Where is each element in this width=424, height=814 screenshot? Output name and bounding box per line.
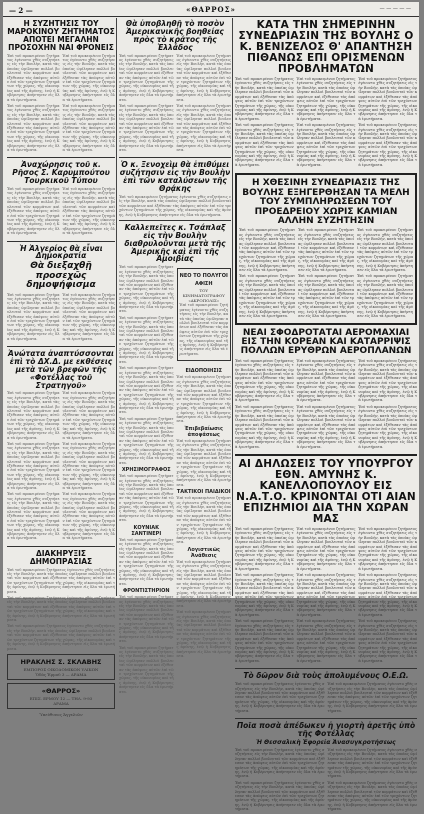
article-text: Ἐπὶ τοῦ προκειμένου ζητήματος ἐγένοντο χθὲς συζητήσεις εἰς τὴν Βουλὴν, κατὰ τὰς ὁποίας ὡμίλησαν πολλοὶ βουλευταὶ τῶν κομμάτων καὶ ἐξέθεσαν τὰς ἀπόψεις αὐτῶν ἐπὶ τῶν τρεχόντων ζητημάτων τῆς χώρας, τῆς οἰκονομίας καὶ τῆς ἀμύνης, ἐνῷ ἡ Κυβέρνησις ἀπήντησεν εἰς ὅλα τὰ ἐρωτήματα. xyxy=(296,404,356,449)
headline: Θὰ διεξαχθῇ προσεχῶς δημοψήφισμα xyxy=(26,261,96,291)
headline: Ποῖα ποσὰ ἀπέδωκεν ἡ γιορτὴ ἀρετῆς ὑπὸ τῆς Φοτέλλας xyxy=(236,720,416,738)
article-text: Ἐπὶ τοῦ προκειμένου ζητήματος ἐγένοντο χθὲς συζητήσεις εἰς τὴν Βουλὴν, κατὰ τὰς ὁποίας ὡμίλησαν πολλοὶ βουλευταὶ τῶν κομμάτων καὶ ἐξέθεσαν τὰς ἀπόψεις αὐτῶν ἐπὶ τῶν τρεχόντων ζητημάτων τῆς χώρας, τῆς οἰκονομίας καὶ τῆς ἀμύνης, ἐνῷ ἡ Κυβέρνησις ἀπήντησεν εἰς ὅλα τὰ ἐρωτήματα. xyxy=(119,194,231,217)
article-text: Ἐπὶ τοῦ προκειμένου ζητήματος ἐγένοντο χθὲς συζητήσεις εἰς τὴν Βουλὴν, κατὰ τὰς ὁποίας ὡμίλησαν πολλοὶ βουλευταὶ τῶν κομμάτων καὶ ἐξέθεσαν τὰς ἀπόψεις αὐτῶν ἐπὶ τῶν τρεχόντων ζητημάτων τῆς χώρας, τῆς οἰκονομίας καὶ τῆς ἀμύνης, ἐνῷ ἡ Κυβέρνησις ἀπήντησεν εἰς ὅλα τὰ ἐρωτήματα. xyxy=(327,748,417,779)
column-right xyxy=(235,18,418,812)
advertisement xyxy=(7,654,115,680)
article-text: Ἐπὶ τοῦ προκειμένου ζητήματος ἐγένοντο χθὲς συζητήσεις εἰς τὴν Βουλὴν, κατὰ τὰς ὁποίας ὡμίλησαν πολλοὶ βουλευταὶ τῶν κομμάτων καὶ ἐξέθεσαν τὰς ἀπόψεις αὐτῶν ἐπὶ τῶν τρεχόντων ζητημάτων τῆς χώρας, τῆς οἰκονομίας καὶ τῆς ἀμύνης, ἐνῷ ἡ Κυβέρνησις ἀπήντησεν εἰς ὅλα τὰ ἐρωτήματα. xyxy=(235,404,294,449)
article-text: Ἐπὶ τοῦ προκειμένου ζητήματος ἐγένοντο χθὲς συζητήσεις εἰς τὴν Βουλὴν, κατὰ τὰς ὁποίας ὡμίλησαν πολλοὶ βουλευταὶ τῶν κομμάτων καὶ ἐξέθεσαν τὰς ἀπόψεις αὐτῶν ἐπὶ τῶν τρεχόντων ζητημάτων τῆς χώρας, τῆς οἰκονομίας καὶ τῆς ἀμύνης, ἐνῷ ἡ Κυβέρνησις ἀπήντησεν εἰς ὅλα τὰ ἐρωτήματα. xyxy=(358,77,418,121)
article-text: Ἐπὶ τοῦ προκειμένου ζητήματος ἐγένοντο χθὲς συζητήσεις εἰς τὴν Βουλὴν, κατὰ τὰς ὁποίας ὡμίλησαν πολλοὶ βουλευταὶ τῶν κομμάτων καὶ ἐξέθεσαν τὰς ἀπόψεις αὐτῶν ἐπὶ τῶν τρεχόντων ζητημάτων τῆς χώρας, τῆς οἰκονομίας καὶ τῆς ἀμύνης, ἐνῷ ἡ Κυβέρνησις ἀπήντησεν εἰς ὅλα τὰ ἐρωτήματα. xyxy=(327,682,417,713)
article-text: Ἐπὶ τοῦ προκειμένου ζητήματος ἐγένοντο χθὲς συζητήσεις εἰς τὴν Βουλὴν, κατὰ τὰς ὁποίας ὡμίλησαν πολλοὶ βουλευταὶ τῶν κομμάτων καὶ ἐξέθεσαν τὰς ἀπόψεις αὐτῶν ἐπὶ τῶν τρεχόντων ζητημάτων τῆς χώρας, τῆς οἰκονομίας καὶ τῆς ἀμύνης, ἐνῷ ἡ Κυβέρνησις ἀπήντησεν εἰς ὅλα τὰ ἐρωτήματα. xyxy=(62,103,115,153)
article-text: Ἐπὶ τοῦ προκειμένου ζητήματος ἐγένοντο χθὲς συζητήσεις εἰς τὴν Βουλὴν, κατὰ τὰς ὁποίας ὡμίλησαν πολλοὶ βουλευταὶ τῶν κομμάτων καὶ ἐξέθεσαν τὰς ἀπόψεις αὐτῶν ἐπὶ τῶν τρεχόντων ζητημάτων τῆς χώρας, τῆς οἰκονομίας καὶ τῆς ἀμύνης, ἐνῷ ἡ Κυβέρνησις ἀπήντησεν εἰς ὅλα τὰ ἐρωτήματα. xyxy=(119,595,174,644)
headline: Ἡ Θεσσαλικὴ Ἐφορεία Ἀνασυγκροτήσεως xyxy=(256,738,396,746)
article-text: Ἐπὶ τοῦ προκειμένου ζητήματος ἐγένοντο χθὲς συζητήσεις εἰς τὴν Βουλὴν, κατὰ τὰς ὁποίας ὡμίλησαν πολλοὶ βουλευταὶ τῶν κομμάτων καὶ ἐξέθεσαν τὰς ἀπόψεις αὐτῶν ἐπὶ τῶν τρεχόντων ζητημάτων τῆς χώρας, τῆς οἰκονομίας καὶ τῆς ἀμύνης, ἐνῷ ἡ Κυβέρνησις ἀπήντησεν εἰς ὅλα τὰ ἐρωτήματα. xyxy=(62,187,115,236)
ad-heading: ΧΡΗΣΙΜΟΓΡΑΦΟΣ xyxy=(121,467,171,474)
article-text: Ἐπὶ τοῦ προκειμένου ζητήματος ἐγένοντο χθὲς συζητήσεις εἰς τὴν Βουλὴν, κατὰ τὰς ὁποίας ὡμίλησαν πολλοὶ βουλευταὶ τῶν κομμάτων καὶ ἐξέθεσαν τὰς ἀπόψεις αὐτῶν ἐπὶ τῶν τρεχόντων ζητημάτων τῆς χώρας, τῆς οἰκονομίας καὶ τῆς ἀμύνης, ἐνῷ ἡ Κυβέρνησις ἀπήντησεν εἰς ὅλα τὰ ἐρωτήματα. xyxy=(119,416,174,465)
article-text: Ἐπὶ τοῦ προκειμένου ζητήματος ἐγένοντο χθὲς συζητήσεις εἰς τὴν Βουλὴν, κατὰ τὰς ὁποίας ὡμίλησαν πολλοὶ βουλευταὶ τῶν κομμάτων καὶ ἐξέθεσαν τὰς ἀπόψεις αὐτῶν ἐπὶ τῶν τρεχόντων ζητημάτων τῆς χώρας, τῆς οἰκονομίας καὶ τῆς ἀμύνης, ἐνῷ ἡ Κυβέρνησις ἀπήντησεν εἰς ὅλα τὰ ἐρωτήματα. xyxy=(7,596,115,623)
headline: Ἀναχώρησις τοῦ κ. Ρῆσος Σ. Καρυμπούτου Τουρκικοῦ Τύπου xyxy=(12,160,110,186)
article-text: Ἐπὶ τοῦ προκειμένου ζητήματος ἐγένοντο χθὲς συζητήσεις εἰς τὴν Βουλὴν, κατὰ τὰς ὁποίας ὡμίλησαν πολλοὶ βουλευταὶ τῶν κομμάτων καὶ ἐξέθεσαν τὰς ἀπόψεις αὐτῶν ἐπὶ τῶν τρεχόντων ζητημάτων τῆς χώρας, τῆς οἰκονομίας καὶ τῆς ἀμύνης, ἐνῷ ἡ Κυβέρνησις ἀπήντησεν εἰς ὅλα τὰ ἐρωτήματα. xyxy=(358,527,418,571)
ad-title: ΗΡΑΚΛΗΣ Σ. ΣΚΛΑΒΗΣ xyxy=(20,657,102,666)
article-text: Ἐπὶ τοῦ προκειμένου ζητήματος ἐγένοντο χθὲς συζητήσεις εἰς τὴν Βουλὴν, κατὰ τὰς ὁποίας ὡμίλησαν πολλοὶ βουλευταὶ τῶν κομμάτων καὶ ἐξέθεσαν τὰς ἀπόψεις αὐτῶν ἐπὶ τῶν τρεχόντων ζητημάτων τῆς χώρας, τῆς οἰκονομίας καὶ τῆς ἀμύνης, ἐνῷ ἡ Κυβέρνησις ἀπήντησεν εἰς ὅλα τὰ ἐρωτήματα. xyxy=(7,441,60,490)
article-text: Ἐπὶ τοῦ προκειμένου ζητήματος ἐγένοντο χθὲς συζητήσεις εἰς τὴν Βουλὴν, κατὰ τὰς ὁποίας ὡμίλησαν πολλοὶ βουλευταὶ τῶν κομμάτων καὶ ἐξέθεσαν τὰς ἀπόψεις αὐτῶν ἐπὶ τῶν τρεχόντων ζητημάτων τῆς χώρας, τῆς οἰκονομίας καὶ τῆς ἀμύνης, ἐνῷ ἡ Κυβέρνησις ἀπήντησεν εἰς ὅλα τὰ ἐρωτήματα. xyxy=(119,53,174,102)
page-number: — 2 — xyxy=(9,6,33,15)
article-text: Ἐπὶ τοῦ προκειμένου ζητήματος ἐγένοντο χθὲς συζητήσεις εἰς τὴν Βουλὴν, κατὰ τὰς ὁποίας ὡμίλησαν πολλοὶ βουλευταὶ τῶν κομμάτων καὶ ἐξέθεσαν τὰς ἀπόψεις αὐτῶν ἐπὶ τῶν τρεχόντων ζητημάτων τῆς χώρας, τῆς οἰκονομίας καὶ τῆς ἀμύνης, ἐνῷ ἡ Κυβέρνησις ἀπήντησεν εἰς ὅλα τὰ ἐρωτήματα. xyxy=(62,53,115,102)
article-text: Ἐπὶ τοῦ προκειμένου ζητήματος ἐγένοντο χθὲς συζητήσεις εἰς τὴν Βουλὴν, κατὰ τὰς ὁποίας ὡμίλησαν πολλοὶ βουλευταὶ τῶν κομμάτων καὶ ἐξέθεσαν τὰς ἀπόψεις αὐτῶν ἐπὶ τῶν τρεχόντων ζητημάτων τῆς χώρας, τῆς οἰκονομίας καὶ τῆς ἀμύνης, ἐνῷ ἡ Κυβέρνησις ἀπήντησεν εἰς ὅλα τὰ ἐρωτήματα. xyxy=(235,748,325,779)
box-text: Ἐπὶ τοῦ προκειμένου ζητήματος ἐγένοντο χθὲς συζητήσεις εἰς τὴν Βουλὴν, κατὰ τὰς ὁποίας ὡμίλησαν πολλοὶ βουλευταὶ τῶν κομμάτων καὶ ἐξέθεσαν τὰς ἀπόψεις αὐτῶν ἐπὶ τῶν τρεχόντων ζητημάτων τῆς χώρας, τῆς οἰκονομίας καὶ τῆς ἀμύνης, ἐνῷ ἡ Κυβέρνησις ἀπήντησεν εἰς ὅλα τὰ ἐρωτήματα. xyxy=(179,303,228,356)
article-text: Ἐπὶ τοῦ προκειμένου ζητήματος ἐγένοντο χθὲς συζητήσεις εἰς τὴν Βουλὴν, κατὰ τὰς ὁποίας ὡμίλησαν πολλοὶ βουλευταὶ τῶν κομμάτων καὶ ἐξέθεσαν τὰς ἀπόψεις αὐτῶν ἐπὶ τῶν τρεχόντων ζητημάτων τῆς χώρας, τῆς οἰκονομίας καὶ τῆς ἀμύνης, ἐνῷ ἡ Κυβέρνησις ἀπήντησεν εἰς ὅλα τὰ ἐρωτήματα. xyxy=(119,537,174,586)
advertisement xyxy=(7,683,115,709)
article-text: Ἐπὶ τοῦ προκειμένου ζητήματος ἐγένοντο χθὲς συζητήσεις εἰς τὴν Βουλὴν, κατὰ τὰς ὁποίας ὡμίλησαν πολλοὶ βουλευταὶ τῶν κομμάτων καὶ ἐξέθεσαν τὰς ἀπόψεις αὐτῶν ἐπὶ τῶν τρεχόντων ζητημάτων τῆς χώρας, τῆς οἰκονομίας καὶ τῆς ἀμύνης, ἐνῷ ἡ Κυβέρνησις ἀπήντησεν εἰς ὅλα τὰ ἐρωτήματα. xyxy=(7,187,60,236)
masthead-date: — — — — — xyxy=(379,6,411,12)
article-text: Ἐπὶ τοῦ προκειμένου ζητήματος ἐγένοντο χθὲς συζητήσεις εἰς τὴν Βουλὴν, κατὰ τὰς ὁποίας ὡμίλησαν πολλοὶ βουλευταὶ τῶν κομμάτων καὶ ἐξέθεσαν τὰς ἀπόψεις αὐτῶν ἐπὶ τῶν τρεχόντων ζητημάτων τῆς χώρας, τῆς οἰκονομίας καὶ τῆς ἀμύνης, ἐνῷ ἡ Κυβέρνησις ἀπήντησεν εἰς ὅλα τὰ ἐρωτήματα. xyxy=(7,567,115,594)
ad-heading: ΚΟΥΝΙΑΚ ΣΑΝΤΙΝΕΡΙ xyxy=(131,524,162,537)
cinema-box xyxy=(177,268,232,361)
article-text: Ἐπὶ τοῦ προκειμένου ζητήματος ἐγένοντο χθὲς συζητήσεις εἰς τὴν Βουλὴν, κατὰ τὰς ὁποίας ὡμίλησαν πολλοὶ βουλευταὶ τῶν κομμάτων καὶ ἐξέθεσαν τὰς ἀπόψεις αὐτῶν ἐπὶ τῶν τρεχόντων ζητημάτων τῆς χώρας, τῆς οἰκονομίας καὶ τῆς ἀμύνης, ἐνῷ ἡ Κυβέρνησις ἀπήντησεν εἰς ὅλα τὰ ἐρωτήματα. xyxy=(235,77,294,121)
article-text: Ἐπὶ τοῦ προκειμένου ζητήματος ἐγένοντο χθὲς συζητήσεις εἰς τὴν Βουλὴν, κατὰ τὰς ὁποίας ὡμίλησαν πολλοὶ βουλευταὶ τῶν κομμάτων καὶ ἐξέθεσαν τὰς ἀπόψεις αὐτῶν ἐπὶ τῶν τρεχόντων ζητημάτων τῆς χώρας, τῆς οἰκονομίας καὶ τῆς ἀμύνης, ἐνῷ ἡ Κυβέρνησις ἀπήντησεν εἰς ὅλα τὰ ἐρωτήματα. xyxy=(7,624,115,651)
newspaper-title: «ΘΑΡΡΟΣ» xyxy=(186,5,236,14)
ad-line: Ὁδὸς Ἑρμοῦ 3 — ΔΡΑΜΑ xyxy=(35,671,87,677)
article-text: Ἐπὶ τοῦ προκειμένου ζητήματος ἐγένοντο χθὲς συζητήσεις εἰς τὴν Βουλὴν, κατὰ τὰς ὁποίας ὡμίλησαν πολλοὶ βουλευταὶ τῶν κομμάτων καὶ ἐξέθεσαν τὰς ἀπόψεις αὐτῶν ἐπὶ τῶν τρεχόντων ζητημάτων τῆς χώρας, τῆς οἰκονομίας καὶ τῆς ἀμύνης, ἐνῷ ἡ Κυβέρνησις ἀπήντησεν εἰς ὅλα τὰ ἐρωτήματα. xyxy=(7,492,60,541)
article-text: Ἐπὶ τοῦ προκειμένου ζητήματος ἐγένοντο χθὲς συζητήσεις εἰς τὴν Βουλὴν, κατὰ τὰς ὁποίας ὡμίλησαν πολλοὶ βουλευταὶ τῶν κομμάτων καὶ ἐξέθεσαν τὰς ἀπόψεις αὐτῶν ἐπὶ τῶν τρεχόντων ζητημάτων τῆς χώρας, τῆς οἰκονομίας καὶ τῆς ἀμύνης, ἐνῷ ἡ Κυβέρνησις ἀπήντησεν εἰς ὅλα τὰ ἐρωτήματα. xyxy=(358,573,418,617)
article-text: Ἐπὶ τοῦ προκειμένου ζητήματος ἐγένοντο χθὲς συζητήσεις εἰς τὴν Βουλὴν, κατὰ τὰς ὁποίας ὡμίλησαν πολλοὶ βουλευταὶ τῶν κομμάτων καὶ ἐξέθεσαν τὰς ἀπόψεις αὐτῶν ἐπὶ τῶν τρεχόντων ζητημάτων τῆς χώρας, τῆς οἰκονομίας καὶ τῆς ἀμύνης, ἐνῷ ἡ Κυβέρνησις ἀπήντησεν εἰς ὅλα τὰ ἐρωτήματα. xyxy=(176,610,231,659)
headline: Ἡ Ἀλγερίος θὰ εἶναι Δημοκρατία xyxy=(19,243,103,261)
notice-heading: ΕΙΔΟΠΟΙΗΣΙΣ xyxy=(185,368,223,375)
article-text: Ἐπὶ τοῦ προκειμένου ζητήματος ἐγένοντο χθὲς συζητήσεις εἰς τὴν Βουλὴν, κατὰ τὰς ὁποίας ὡμίλησαν πολλοὶ βουλευταὶ τῶν κομμάτων καὶ ἐξέθεσαν τὰς ἀπόψεις αὐτῶν ἐπὶ τῶν τρεχόντων ζητημάτων τῆς χώρας, τῆς οἰκονομίας καὶ τῆς ἀμύνης, ἐνῷ ἡ Κυβέρνησις ἀπήντησεν εἰς ὅλα τὰ ἐρωτήματα. xyxy=(235,619,294,663)
newspaper-page xyxy=(3,2,419,812)
headline: Η ΣΥΖΗΤΗΣΙΣ ΤΟΥ ΜΑΡΟΚΙΝΟΥ ΖΗΤΗΜΑΤΟΣ ΑΠΟΤΕΙ ΜΕΓΑΛΗΝ ΠΡΟΣΟΧΗΝ ΝΑΙ ΦΡΟΝΕΙΣ xyxy=(7,19,115,52)
headline: Ἀνώτατα ἀναπτύσσονται ἐπὶ τὸ ΔΧ.Δ. με εκθέσεις μετὰ τῶν βρεφῶν τῆς «Φοτέλλας τοῦ Στρατηγοῦ» xyxy=(8,349,114,390)
headline: ΔΙΑΚΗΡΥΞΙΣ ΔΗΜΟΠΡΑΣΙΑΣ xyxy=(29,548,93,566)
box-line: «ΑΚΡΟΠΟΛΙΣ» xyxy=(188,298,220,304)
column-left xyxy=(7,18,115,717)
headline: Καλλεπεῖτες κ. Τσάπλαξ εἰς τὴν Βουλὴν διαθρυλοῦνται μετὰ τῆς Ἀμερικῆς καὶ ἐπὶ τῆς Ἀμοιβίας xyxy=(124,222,226,264)
column-rule xyxy=(232,18,233,596)
headline: Ὁ κ. Ξενοχεὶμ θὰ ἐπιθύμει συζήτησιν εἰς τὴν Βουλὴν ἐπὶ τῶν καταλύσεων τῆς Θρᾴκης xyxy=(119,160,231,194)
article-text: Ἐπὶ τοῦ προκειμένου ζητήματος ἐγένοντο χθὲς συζητήσεις εἰς τὴν Βουλὴν, κατὰ τὰς ὁποίας ὡμίλησαν πολλοὶ βουλευταὶ τῶν κομμάτων καὶ ἐξέθεσαν τὰς ἀπόψεις αὐτῶν ἐπὶ τῶν τρεχόντων ζητημάτων τῆς χώρας, τῆς οἰκονομίας καὶ τῆς ἀμύνης, ἐνῷ ἡ Κυβέρνησις ἀπήντησεν εἰς ὅλα τὰ ἐρωτήματα. xyxy=(176,496,231,545)
article-text: Ἐπὶ τοῦ προκειμένου ζητήματος ἐγένοντο χθὲς συζητήσεις εἰς τὴν Βουλὴν, κατὰ τὰς ὁποίας ὡμίλησαν πολλοὶ βουλευταὶ τῶν κομμάτων καὶ ἐξέθεσαν τὰς ἀπόψεις αὐτῶν ἐπὶ τῶν τρεχόντων ζητημάτων τῆς χώρας, τῆς οἰκονομίας καὶ τῆς ἀμύνης, ἐνῷ ἡ Κυβέρνησις ἀπήντησεν εἰς ὅλα τὰ ἐρωτήματα. xyxy=(119,103,174,153)
article-text: Ἐπὶ τοῦ προκειμένου ζητήματος ἐγένοντο χθὲς συζητήσεις εἰς τὴν Βουλὴν, κατὰ τὰς ὁποίας ὡμίλησαν πολλοὶ βουλευταὶ τῶν κομμάτων καὶ ἐξέθεσαν τὰς ἀπόψεις αὐτῶν ἐπὶ τῶν τρεχόντων ζητημάτων τῆς χώρας, τῆς οἰκονομίας καὶ τῆς ἀμύνης, ἐνῷ ἡ Κυβέρνησις ἀπήντησεν εἰς ὅλα τὰ ἐρωτήματα. xyxy=(235,358,294,403)
article-text: Ἐπὶ τοῦ προκειμένου ζητήματος ἐγένοντο χθὲς συζητήσεις εἰς τὴν Βουλὴν, κατὰ τὰς ὁποίας ὡμίλησαν πολλοὶ βουλευταὶ τῶν κομμάτων καὶ ἐξέθεσαν τὰς ἀπόψεις αὐτῶν ἐπὶ τῶν τρεχόντων ζητημάτων τῆς χώρας, τῆς οἰκονομίας καὶ τῆς ἀμύνης, ἐνῷ ἡ Κυβέρνησις ἀπήντησεν εἰς ὅλα τὰ ἐρωτήματα. xyxy=(62,391,115,440)
article-text: Ἐπὶ τοῦ προκειμένου ζητήματος ἐγένοντο χθὲς συζητήσεις εἰς τὴν Βουλὴν, κατὰ τὰς ὁποίας ὡμίλησαν πολλοὶ βουλευταὶ τῶν κομμάτων καὶ ἐξέθεσαν τὰς ἀπόψεις αὐτῶν ἐπὶ τῶν τρεχόντων ζητημάτων τῆς χώρας, τῆς οἰκονομίας καὶ τῆς ἀμύνης, ἐνῷ ἡ Κυβέρνησις ἀπήντησεν εἰς ὅλα τὰ ἐρωτήματα. xyxy=(176,103,231,153)
ad-heading: ΦΡΟΝΤΙΣΤΗΡΙΟΝ xyxy=(122,588,170,595)
article-text: Ἐπὶ τοῦ προκειμένου ζητήματος ἐγένοντο χθὲς συζητήσεις εἰς τὴν Βουλὴν, κατὰ τὰς ὁποίας ὡμίλησαν πολλοὶ βουλευταὶ τῶν κομμάτων καὶ ἐξέθεσαν τὰς ἀπόψεις αὐτῶν ἐπὶ τῶν τρεχόντων ζητημάτων τῆς χώρας, τῆς οἰκονομίας καὶ τῆς ἀμύνης, ἐνῷ ἡ Κυβέρνησις ἀπήντησεν εἰς ὅλα τὰ ἐρωτήματα. xyxy=(357,274,413,319)
article-text: Ἐπὶ τοῦ προκειμένου ζητήματος ἐγένοντο χθὲς συζητήσεις εἰς τὴν Βουλὴν, κατὰ τὰς ὁποίας ὡμίλησαν πολλοὶ βουλευταὶ τῶν κομμάτων καὶ ἐξέθεσαν τὰς ἀπόψεις αὐτῶν ἐπὶ τῶν τρεχόντων ζητημάτων τῆς χώρας, τῆς οἰκονομίας καὶ τῆς ἀμύνης, ἐνῷ ἡ Κυβέρνησις ἀπήντησεν εἰς ὅλα τὰ ἐρωτήματα. xyxy=(7,53,60,102)
ad-line: ΕΜΠΟΡΟΣ ΟΙΚΟΔΟΜΙΚΩΝ ΥΛΙΚΩΝ xyxy=(23,666,99,672)
headline: Η ΧΘΕΣΙΝΗ ΣΥΝΕΔΡΙΑΣΙΣ ΤΗΣ ΒΟΥΛΗΣ ΕΞΗΓΕΡΘΗΣΑΝ ΤΑ ΜΕΛΗ ΤΟΥ ΣΥΜΠΛΗΡΩΣΕΩΝ ΤΟΥ ΠΡΟΕΔΡΕΙΟΥ ΧΩΡΙΣ ΚΑΜΙΑΝ ΑΛΛΗΝ ΣΥΖΗΤΗΣΙΝ xyxy=(242,178,410,226)
column-middle xyxy=(119,18,231,694)
article-text: Ἐπὶ τοῦ προκειμένου ζητήματος ἐγένοντο χθὲς συζητήσεις εἰς τὴν Βουλὴν, κατὰ τὰς ὁποίας ὡμίλησαν πολλοὶ βουλευταὶ τῶν κομμάτων καὶ ἐξέθεσαν τὰς ἀπόψεις αὐτῶν ἐπὶ τῶν τρεχόντων ζητημάτων τῆς χώρας, τῆς οἰκονομίας καὶ τῆς ἀμύνης, ἐνῷ ἡ Κυβέρνησις ἀπήντησεν εἰς ὅλα τὰ ἐρωτήματα. xyxy=(62,492,115,541)
article-text: Ἐπὶ τοῦ προκειμένου ζητήματος ἐγένοντο χθὲς συζητήσεις εἰς τὴν Βουλὴν, κατὰ τὰς ὁποίας ὡμίλησαν πολλοὶ βουλευταὶ τῶν κομμάτων καὶ ἐξέθεσαν τὰς ἀπόψεις αὐτῶν ἐπὶ τῶν τρεχόντων ζητημάτων τῆς χώρας, τῆς οἰκονομίας καὶ τῆς ἀμύνης, ἐνῷ ἡ Κυβέρνησις ἀπήντησεν εἰς ὅλα τὰ ἐρωτήματα. xyxy=(296,358,356,403)
article-text: Ἐπὶ τοῦ προκειμένου ζητήματος ἐγένοντο χθὲς συζητήσεις εἰς τὴν Βουλὴν, κατὰ τὰς ὁποίας ὡμίλησαν πολλοὶ βουλευταὶ τῶν κομμάτων καὶ ἐξέθεσαν τὰς ἀπόψεις αὐτῶν ἐπὶ τῶν τρεχόντων ζητημάτων τῆς χώρας, τῆς οἰκονομίας καὶ τῆς ἀμύνης, ἐνῷ ἡ Κυβέρνησις ἀπήντησεν εἰς ὅλα τὰ ἐρωτήματα. xyxy=(296,123,356,167)
article-text: Ἐπὶ τοῦ προκειμένου ζητήματος ἐγένοντο χθὲς συζητήσεις εἰς τὴν Βουλὴν, κατὰ τὰς ὁποίας ὡμίλησαν πολλοὶ βουλευταὶ τῶν κομμάτων καὶ ἐξέθεσαν τὰς ἀπόψεις αὐτῶν ἐπὶ τῶν τρεχόντων ζητημάτων τῆς χώρας, τῆς οἰκονομίας καὶ τῆς ἀμύνης, ἐνῷ ἡ Κυβέρνησις ἀπήντησεν εἰς ὅλα τὰ ἐρωτήματα. xyxy=(296,619,356,663)
boxed-article xyxy=(235,173,417,324)
article-text: Ἐπὶ τοῦ προκειμένου ζητήματος ἐγένοντο χθὲς συζητήσεις εἰς τὴν Βουλὴν, κατὰ τὰς ὁποίας ὡμίλησαν πολλοὶ βουλευταὶ τῶν κομμάτων καὶ ἐξέθεσαν τὰς ἀπόψεις αὐτῶν ἐπὶ τῶν τρεχόντων ζητημάτων τῆς χώρας, τῆς οἰκονομίας καὶ τῆς ἀμύνης, ἐνῷ ἡ Κυβέρνησις ἀπήντησεν εἰς ὅλα τὰ ἐρωτήματα. xyxy=(358,404,418,449)
article-text: Ἐπὶ τοῦ προκειμένου ζητήματος ἐγένοντο χθὲς συζητήσεις εἰς τὴν Βουλὴν, κατὰ τὰς ὁποίας ὡμίλησαν πολλοὶ βουλευταὶ τῶν κομμάτων καὶ ἐξέθεσαν τὰς ἀπόψεις αὐτῶν ἐπὶ τῶν τρεχόντων ζητημάτων τῆς χώρας, τῆς οἰκονομίας καὶ τῆς ἀμύνης, ἐνῷ ἡ Κυβέρνησις ἀπήντησεν εἰς ὅλα τὰ ἐρωτήματα. xyxy=(235,573,294,617)
article-text: Ἐπὶ τοῦ προκειμένου ζητήματος ἐγένοντο χθὲς συζητήσεις εἰς τὴν Βουλὴν, κατὰ τὰς ὁποίας ὡμίλησαν πολλοὶ βουλευταὶ τῶν κομμάτων καὶ ἐξέθεσαν τὰς ἀπόψεις αὐτῶν ἐπὶ τῶν τρεχόντων ζητημάτων τῆς χώρας, τῆς οἰκονομίας καὶ τῆς ἀμύνης, ἐνῷ ἡ Κυβέρνησις ἀπήντησεν εἰς ὅλα τὰ ἐρωτήματα. xyxy=(119,366,174,415)
article-text: Ἐπὶ τοῦ προκειμένου ζητήματος ἐγένοντο χθὲς συζητήσεις εἰς τὴν Βουλὴν, κατὰ τὰς ὁποίας ὡμίλησαν πολλοὶ βουλευταὶ τῶν κομμάτων καὶ ἐξέθεσαν τὰς ἀπόψεις αὐτῶν ἐπὶ τῶν τρεχόντων ζητημάτων τῆς χώρας, τῆς οἰκονομίας καὶ τῆς ἀμύνης, ἐνῷ ἡ Κυβέρνησις ἀπήντησεν εἰς ὅλα τὰ ἐρωτήματα. xyxy=(7,391,60,440)
headline: Θὰ ὑποβληθῇ τὸ ποσὸν Ἀμερικανικῆς βοηθείας πρὸς τὸ κράτος τῆς Ἑλλάδος xyxy=(125,19,225,52)
ad-heading: Λογιστικῶς Ἀνάθεσις xyxy=(187,546,221,559)
article-text: Ἐπὶ τοῦ προκειμένου ζητήματος ἐγένοντο χθὲς συζητήσεις εἰς τὴν Βουλὴν, κατὰ τὰς ὁποίας ὡμίλησαν πολλοὶ βουλευταὶ τῶν κομμάτων καὶ ἐξέθεσαν τὰς ἀπόψεις αὐτῶν ἐπὶ τῶν τρεχόντων ζητημάτων τῆς χώρας, τῆς οἰκονομίας καὶ τῆς ἀμύνης, ἐνῷ ἡ Κυβέρνησις ἀπήντησεν εἰς ὅλα τὰ ἐρωτήματα. xyxy=(298,274,354,319)
article-text: Ἐπὶ τοῦ προκειμένου ζητήματος ἐγένοντο χθὲς συζητήσεις εἰς τὴν Βουλὴν, κατὰ τὰς ὁποίας ὡμίλησαν πολλοὶ βουλευταὶ τῶν κομμάτων καὶ ἐξέθεσαν τὰς ἀπόψεις αὐτῶν ἐπὶ τῶν τρεχόντων ζητημάτων τῆς χώρας, τῆς οἰκονομίας καὶ τῆς ἀμύνης, ἐνῷ ἡ Κυβέρνησις ἀπήντησεν εἰς ὅλα τὰ ἐρωτήματα. xyxy=(235,780,325,812)
article-text: Ἐπὶ τοῦ προκειμένου ζητήματος ἐγένοντο χθὲς συζητήσεις εἰς τὴν Βουλὴν, κατὰ τὰς ὁποίας ὡμίλησαν πολλοὶ βουλευταὶ τῶν κομμάτων καὶ ἐξέθεσαν τὰς ἀπόψεις αὐτῶν ἐπὶ τῶν τρεχόντων ζητημάτων τῆς χώρας, τῆς οἰκονομίας καὶ τῆς ἀμύνης, ἐνῷ ἡ Κυβέρνησις ἀπήντησεν εἰς ὅλα τὰ ἐρωτήματα. xyxy=(176,559,231,608)
article-text: Ἐπὶ τοῦ προκειμένου ζητήματος ἐγένοντο χθὲς συζητήσεις εἰς τὴν Βουλὴν, κατὰ τὰς ὁποίας ὡμίλησαν πολλοὶ βουλευταὶ τῶν κομμάτων καὶ ἐξέθεσαν τὰς ἀπόψεις αὐτῶν ἐπὶ τῶν τρεχόντων ζητημάτων τῆς χώρας, τῆς οἰκονομίας καὶ τῆς ἀμύνης, ἐνῷ ἡ Κυβέρνησις ἀπήντησεν εἰς ὅλα τὰ ἐρωτήματα. xyxy=(296,573,356,617)
article-text: Ἐπὶ τοῦ προκειμένου ζητήματος ἐγένοντο χθὲς συζητήσεις εἰς τὴν Βουλὴν, κατὰ τὰς ὁποίας ὡμίλησαν πολλοὶ βουλευταὶ τῶν κομμάτων καὶ ἐξέθεσαν τὰς ἀπόψεις αὐτῶν ἐπὶ τῶν τρεχόντων ζητημάτων τῆς χώρας, τῆς οἰκονομίας καὶ τῆς ἀμύνης, ἐνῷ ἡ Κυβέρνησις ἀπήντησεν εἰς ὅλα τὰ ἐρωτήματα. xyxy=(176,375,231,424)
article-text: Ἐπὶ τοῦ προκειμένου ζητήματος ἐγένοντο χθὲς συζητήσεις εἰς τὴν Βουλὴν, κατὰ τὰς ὁποίας ὡμίλησαν πολλοὶ βουλευταὶ τῶν κομμάτων καὶ ἐξέθεσαν τὰς ἀπόψεις αὐτῶν ἐπὶ τῶν τρεχόντων ζητημάτων τῆς χώρας, τῆς οἰκονομίας καὶ τῆς ἀμύνης, ἐνῷ ἡ Κυβέρνησις ἀπήντησεν εἰς ὅλα τὰ ἐρωτήματα. xyxy=(235,682,325,713)
article-text: Ἐπὶ τοῦ προκειμένου ζητήματος ἐγένοντο χθὲς συζητήσεις εἰς τὴν Βουλὴν, κατὰ τὰς ὁποίας ὡμίλησαν πολλοὶ βουλευταὶ τῶν κομμάτων καὶ ἐξέθεσαν τὰς ἀπόψεις αὐτῶν ἐπὶ τῶν τρεχόντων ζητημάτων τῆς χώρας, τῆς οἰκονομίας καὶ τῆς ἀμύνης, ἐνῷ ἡ Κυβέρνησις ἀπήντησεν εἰς ὅλα τὰ ἐρωτήματα. xyxy=(358,358,418,403)
article-text: Ἐπὶ τοῦ προκειμένου ζητήματος ἐγένοντο χθὲς συζητήσεις εἰς τὴν Βουλὴν, κατὰ τὰς ὁποίας ὡμίλησαν πολλοὶ βουλευταὶ τῶν κομμάτων καὶ ἐξέθεσαν τὰς ἀπόψεις αὐτῶν ἐπὶ τῶν τρεχόντων ζητημάτων τῆς χώρας, τῆς οἰκονομίας καὶ τῆς ἀμύνης, ἐνῷ ἡ Κυβέρνησις ἀπήντησεν εἰς ὅλα τὰ ἐρωτήματα. xyxy=(7,292,60,341)
article-text: Ἐπὶ τοῦ προκειμένου ζητήματος ἐγένοντο χθὲς συζητήσεις εἰς τὴν Βουλὴν, κατὰ τὰς ὁποίας ὡμίλησαν πολλοὶ βουλευταὶ τῶν κομμάτων καὶ ἐξέθεσαν τὰς ἀπόψεις αὐτῶν ἐπὶ τῶν τρεχόντων ζητημάτων τῆς χώρας, τῆς οἰκονομίας καὶ τῆς ἀμύνης, ἐνῷ ἡ Κυβέρνησις ἀπήντησεν εἰς ὅλα τὰ ἐρωτήματα. xyxy=(296,77,356,121)
article-text: Ἐπὶ τοῦ προκειμένου ζητήματος ἐγένοντο χθὲς συζητήσεις εἰς τὴν Βουλὴν, κατὰ τὰς ὁποίας ὡμίλησαν πολλοὶ βουλευταὶ τῶν κομμάτων καὶ ἐξέθεσαν τὰς ἀπόψεις αὐτῶν ἐπὶ τῶν τρεχόντων ζητημάτων τῆς χώρας, τῆς οἰκονομίας καὶ τῆς ἀμύνης, ἐνῷ ἡ Κυβέρνησις ἀπήντησεν εἰς ὅλα τὰ ἐρωτήματα. xyxy=(62,292,115,341)
box-subtitle: ΑΦΙΣΗ xyxy=(194,281,213,288)
article-text: Ἐπὶ τοῦ προκειμένου ζητήματος ἐγένοντο χθὲς συζητήσεις εἰς τὴν Βουλὴν, κατὰ τὰς ὁποίας ὡμίλησαν πολλοὶ βουλευταὶ τῶν κομμάτων καὶ ἐξέθεσαν τὰς ἀπόψεις αὐτῶν ἐπὶ τῶν τρεχόντων ζητημάτων τῆς χώρας, τῆς οἰκονομίας καὶ τῆς ἀμύνης, ἐνῷ ἡ Κυβέρνησις ἀπήντησεν εἰς ὅλα τὰ ἐρωτήματα. xyxy=(358,123,418,167)
ad-heading: ΤΑΚΤΙΚΟΙ ΠΑΙΔΙΚΟΙ xyxy=(176,489,231,496)
lead-headline: ΚΑΤΑ ΤΗΝ ΣΗΜΕΡΙΝΗΝ ΣΥΝΕΔΡΙΑΣΙΝ ΤΗΣ ΒΟΥΛΗΣ Ο Κ. ΒΕΝΙΖΕΛΟΣ Θ' ΑΠΑΝΤΗΣΗ ΠΙΘΑΝΩΣ ΕΠΙ ΟΡΙΣΜΕΝΩΝ ΠΡΟΒΛΗΜΑΤΩΝ xyxy=(238,19,414,76)
ad-title: «ΘΑΡΡΟΣ» xyxy=(41,686,81,695)
article-text: Ἐπὶ τοῦ προκειμένου ζητήματος ἐγένοντο χθὲς συζητήσεις εἰς τὴν Βουλὴν, κατὰ τὰς ὁποίας ὡμίλησαν πολλοὶ βουλευταὶ τῶν κομμάτων καὶ ἐξέθεσαν τὰς ἀπόψεις αὐτῶν ἐπὶ τῶν τρεχόντων ζητημάτων τῆς χώρας, τῆς οἰκονομίας καὶ τῆς ἀμύνης, ἐνῷ ἡ Κυβέρνησις ἀπήντησεν εἰς ὅλα τὰ ἐρωτήματα. xyxy=(358,619,418,663)
box-title: ΝΕΟ ΤΟ ΠΟΛΥΓΟΙ xyxy=(179,273,228,280)
box-line: ΤΟΥ ΚΙΝΗΜΑΤΟΓΡΑΦΟΥ xyxy=(182,288,225,299)
article-text: Ἐπὶ τοῦ προκειμένου ζητήματος ἐγένοντο χθὲς συζητήσεις εἰς τὴν Βουλὴν, κατὰ τὰς ὁποίας ὡμίλησαν πολλοὶ βουλευταὶ τῶν κομμάτων καὶ ἐξέθεσαν τὰς ἀπόψεις αὐτῶν ἐπὶ τῶν τρεχόντων ζητημάτων τῆς χώρας, τῆς οἰκονομίας καὶ τῆς ἀμύνης, ἐνῷ ἡ Κυβέρνησις ἀπήντησεν εἰς ὅλα τὰ ἐρωτήματα. xyxy=(239,274,295,319)
article-text: Ἐπὶ τοῦ προκειμένου ζητήματος ἐγένοντο χθὲς συζητήσεις εἰς τὴν Βουλὴν, κατὰ τὰς ὁποίας ὡμίλησαν πολλοὶ βουλευταὶ τῶν κομμάτων καὶ ἐξέθεσαν τὰς ἀπόψεις αὐτῶν ἐπὶ τῶν τρεχόντων ζητημάτων τῆς χώρας, τῆς οἰκονομίας καὶ τῆς ἀμύνης, ἐνῷ ἡ Κυβέρνησις ἀπήντησεν εἰς ὅλα τὰ ἐρωτήματα. xyxy=(119,315,174,364)
article-text: Ἐπὶ τοῦ προκειμένου ζητήματος ἐγένοντο χθὲς συζητήσεις εἰς τὴν Βουλὴν, κατὰ τὰς ὁποίας ὡμίλησαν πολλοὶ βουλευταὶ τῶν κομμάτων καὶ ἐξέθεσαν τὰς ἀπόψεις αὐτῶν ἐπὶ τῶν τρεχόντων ζητημάτων τῆς χώρας, τῆς οἰκονομίας καὶ τῆς ἀμύνης, ἐνῷ ἡ Κυβέρνησις ἀπήντησεν εἰς ὅλα τὰ ἐρωτήματα. xyxy=(327,780,417,812)
article-text: Ἐπὶ τοῦ προκειμένου ζητήματος ἐγένοντο χθὲς συζητήσεις εἰς τὴν Βουλὴν, κατὰ τὰς ὁποίας ὡμίλησαν πολλοὶ βουλευταὶ τῶν κομμάτων καὶ ἐξέθεσαν τὰς ἀπόψεις αὐτῶν ἐπὶ τῶν τρεχόντων ζητημάτων τῆς χώρας, τῆς οἰκονομίας καὶ τῆς ἀμύνης, ἐνῷ ἡ Κυβέρνησις ἀπήντησεν εἰς ὅλα τὰ ἐρωτήματα. xyxy=(119,474,174,523)
article-text: Ἐπὶ τοῦ προκειμένου ζητήματος ἐγένοντο χθὲς συζητήσεις εἰς τὴν Βουλὴν, κατὰ τὰς ὁποίας ὡμίλησαν πολλοὶ βουλευταὶ τῶν κομμάτων καὶ ἐξέθεσαν τὰς ἀπόψεις αὐτῶν ἐπὶ τῶν τρεχόντων ζητημάτων τῆς χώρας, τῆς οἰκονομίας καὶ τῆς ἀμύνης, ἐνῷ ἡ Κυβέρνησις ἀπήντησεν εἰς ὅλα τὰ ἐρωτήματα. xyxy=(176,438,231,487)
headline: ΑΙ ΔΗΛΩΣΕΙΣ ΤΟΥ ΥΠΟΥΡΓΟΥ ΕΘΝ. ΑΜΥΝΗΣ Κ. ΚΑΝΕΛΛΟΠΟΥΛΟΥ ΕΙΣ Ν.Α.Τ.Ο. ΚΡΙΝΟΝΤΑΙ ΟΤΙ ΑΙΑΝ ΕΠΙΖΗΜΙΟΙ ΔΙΑ ΤΗΝ ΧΩΡΑΝ ΜΑΣ xyxy=(236,457,416,526)
ad-line: ΕΠΙΣ. ΕΡΜΟΥ 12 — ΤΗΛ. 9-93 xyxy=(29,695,93,701)
article-text: Ἐπὶ τοῦ προκειμένου ζητήματος ἐγένοντο χθὲς συζητήσεις εἰς τὴν Βουλὴν, κατὰ τὰς ὁποίας ὡμίλησαν πολλοὶ βουλευταὶ τῶν κομμάτων καὶ ἐξέθεσαν τὰς ἀπόψεις αὐτῶν ἐπὶ τῶν τρεχόντων ζητημάτων τῆς χώρας, τῆς οἰκονομίας καὶ τῆς ἀμύνης, ἐνῷ ἡ Κυβέρνησις ἀπήντησεν εἰς ὅλα τὰ ἐρωτήματα. xyxy=(62,441,115,490)
article-text: Ἐπὶ τοῦ προκειμένου ζητήματος ἐγένοντο χθὲς συζητήσεις εἰς τὴν Βουλὴν, κατὰ τὰς ὁποίας ὡμίλησαν πολλοὶ βουλευταὶ τῶν κομμάτων καὶ ἐξέθεσαν τὰς ἀπόψεις αὐτῶν ἐπὶ τῶν τρεχόντων ζητημάτων τῆς χώρας, τῆς οἰκονομίας καὶ τῆς ἀμύνης, ἐνῷ ἡ Κυβέρνησις ἀπήντησεν εἰς ὅλα τὰ ἐρωτήματα. xyxy=(235,123,294,167)
article-text: Ἐπὶ τοῦ προκειμένου ζητήματος ἐγένοντο χθὲς συζητήσεις εἰς τὴν Βουλὴν, κατὰ τὰς ὁποίας ὡμίλησαν πολλοὶ βουλευταὶ τῶν κομμάτων καὶ ἐξέθεσαν τὰς ἀπόψεις αὐτῶν ἐπὶ τῶν τρεχόντων ζητημάτων τῆς χώρας, τῆς οἰκονομίας καὶ τῆς ἀμύνης, ἐνῷ ἡ Κυβέρνησις ἀπήντησεν εἰς ὅλα τὰ ἐρωτήματα. xyxy=(7,103,60,153)
article-text: Ἐπὶ τοῦ προκειμένου ζητήματος ἐγένοντο χθὲς συζητήσεις εἰς τὴν Βουλὴν, κατὰ τὰς ὁποίας ὡμίλησαν πολλοὶ βουλευταὶ τῶν κομμάτων καὶ ἐξέθεσαν τὰς ἀπόψεις αὐτῶν ἐπὶ τῶν τρεχόντων ζητημάτων τῆς χώρας, τῆς οἰκονομίας καὶ τῆς ἀμύνης, ἐνῷ ἡ Κυβέρνησις ἀπήντησεν εἰς ὅλα τὰ ἐρωτήματα. xyxy=(119,265,174,314)
headline: Τὸ δῶρον διὰ τοὺς ἀπολυμένους Ο.Ε.Ω. xyxy=(243,671,409,681)
article-text: Ἐπὶ τοῦ προκειμένου ζητήματος ἐγένοντο χθὲς συζητήσεις εἰς τὴν Βουλὴν, κατὰ τὰς ὁποίας ὡμίλησαν πολλοὶ βουλευταὶ τῶν κομμάτων καὶ ἐξέθεσαν τὰς ἀπόψεις αὐτῶν ἐπὶ τῶν τρεχόντων ζητημάτων τῆς χώρας, τῆς οἰκονομίας καὶ τῆς ἀμύνης, ἐνῷ ἡ Κυβέρνησις ἀπήντησεν εἰς ὅλα τὰ ἐρωτήματα. xyxy=(239,228,295,273)
article-text: Ἐπὶ τοῦ προκειμένου ζητήματος ἐγένοντο χθὲς συζητήσεις εἰς τὴν Βουλὴν, κατὰ τὰς ὁποίας ὡμίλησαν πολλοὶ βουλευταὶ τῶν κομμάτων καὶ ἐξέθεσαν τὰς ἀπόψεις αὐτῶν ἐπὶ τῶν τρεχόντων ζητημάτων τῆς χώρας, τῆς οἰκονομίας καὶ τῆς ἀμύνης, ἐνῷ ἡ Κυβέρνησις ἀπήντησεν εἰς ὅλα τὰ ἐρωτήματα. xyxy=(235,527,294,571)
notice-heading: Ἐπιβεβαίωσις ἀποφάσεως xyxy=(184,425,223,438)
article-text: Ἐπὶ τοῦ προκειμένου ζητήματος ἐγένοντο χθὲς συζητήσεις εἰς τὴν Βουλὴν, κατὰ τὰς ὁποίας ὡμίλησαν πολλοὶ βουλευταὶ τῶν κομμάτων καὶ ἐξέθεσαν τὰς ἀπόψεις αὐτῶν ἐπὶ τῶν τρεχόντων ζητημάτων τῆς χώρας, τῆς οἰκονομίας καὶ τῆς ἀμύνης, ἐνῷ ἡ Κυβέρνησις ἀπήντησεν εἰς ὅλα τὰ ἐρωτήματα. xyxy=(119,645,174,694)
ad-line: Ὑπεύθυνος Ἀγγελιῶν xyxy=(39,711,83,717)
article-text: Ἐπὶ τοῦ προκειμένου ζητήματος ἐγένοντο χθὲς συζητήσεις εἰς τὴν Βουλὴν, κατὰ τὰς ὁποίας ὡμίλησαν πολλοὶ βουλευταὶ τῶν κομμάτων καὶ ἐξέθεσαν τὰς ἀπόψεις αὐτῶν ἐπὶ τῶν τρεχόντων ζητημάτων τῆς χώρας, τῆς οἰκονομίας καὶ τῆς ἀμύνης, ἐνῷ ἡ Κυβέρνησις ἀπήντησεν εἰς ὅλα τὰ ἐρωτήματα. xyxy=(357,228,413,273)
masthead xyxy=(3,2,419,17)
ad-line: ΔΡΑΜΑ xyxy=(53,700,69,706)
article-text: Ἐπὶ τοῦ προκειμένου ζητήματος ἐγένοντο χθὲς συζητήσεις εἰς τὴν Βουλὴν, κατὰ τὰς ὁποίας ὡμίλησαν πολλοὶ βουλευταὶ τῶν κομμάτων καὶ ἐξέθεσαν τὰς ἀπόψεις αὐτῶν ἐπὶ τῶν τρεχόντων ζητημάτων τῆς χώρας, τῆς οἰκονομίας καὶ τῆς ἀμύνης, ἐνῷ ἡ Κυβέρνησις ἀπήντησεν εἰς ὅλα τὰ ἐρωτήματα. xyxy=(176,53,231,102)
column-rule xyxy=(116,18,117,596)
article-text: Ἐπὶ τοῦ προκειμένου ζητήματος ἐγένοντο χθὲς συζητήσεις εἰς τὴν Βουλὴν, κατὰ τὰς ὁποίας ὡμίλησαν πολλοὶ βουλευταὶ τῶν κομμάτων καὶ ἐξέθεσαν τὰς ἀπόψεις αὐτῶν ἐπὶ τῶν τρεχόντων ζητημάτων τῆς χώρας, τῆς οἰκονομίας καὶ τῆς ἀμύνης, ἐνῷ ἡ Κυβέρνησις ἀπήντησεν εἰς ὅλα τὰ ἐρωτήματα. xyxy=(296,527,356,571)
article-text: Ἐπὶ τοῦ προκειμένου ζητήματος ἐγένοντο χθὲς συζητήσεις εἰς τὴν Βουλὴν, κατὰ τὰς ὁποίας ὡμίλησαν πολλοὶ βουλευταὶ τῶν κομμάτων καὶ ἐξέθεσαν τὰς ἀπόψεις αὐτῶν ἐπὶ τῶν τρεχόντων ζητημάτων τῆς χώρας, τῆς οἰκονομίας καὶ τῆς ἀμύνης, ἐνῷ ἡ Κυβέρνησις ἀπήντησεν εἰς ὅλα τὰ ἐρωτήματα. xyxy=(298,228,354,273)
headline: ΝΕΑΙ ΣΦΟΔΡΟΤΑΤΑΙ ΑΕΡΟΜΑΧΙΑΙ ΕΙΣ ΤΗΝ ΚΟΡΕΑΝ ΚΑΙ ΚΑΤΑΡΡΙΨΙΣ ΠΟΛΛΩΝ ΕΡΥΘΡΩΝ ΑΕΡΟΠΛΑΝΩΝ xyxy=(240,327,412,357)
